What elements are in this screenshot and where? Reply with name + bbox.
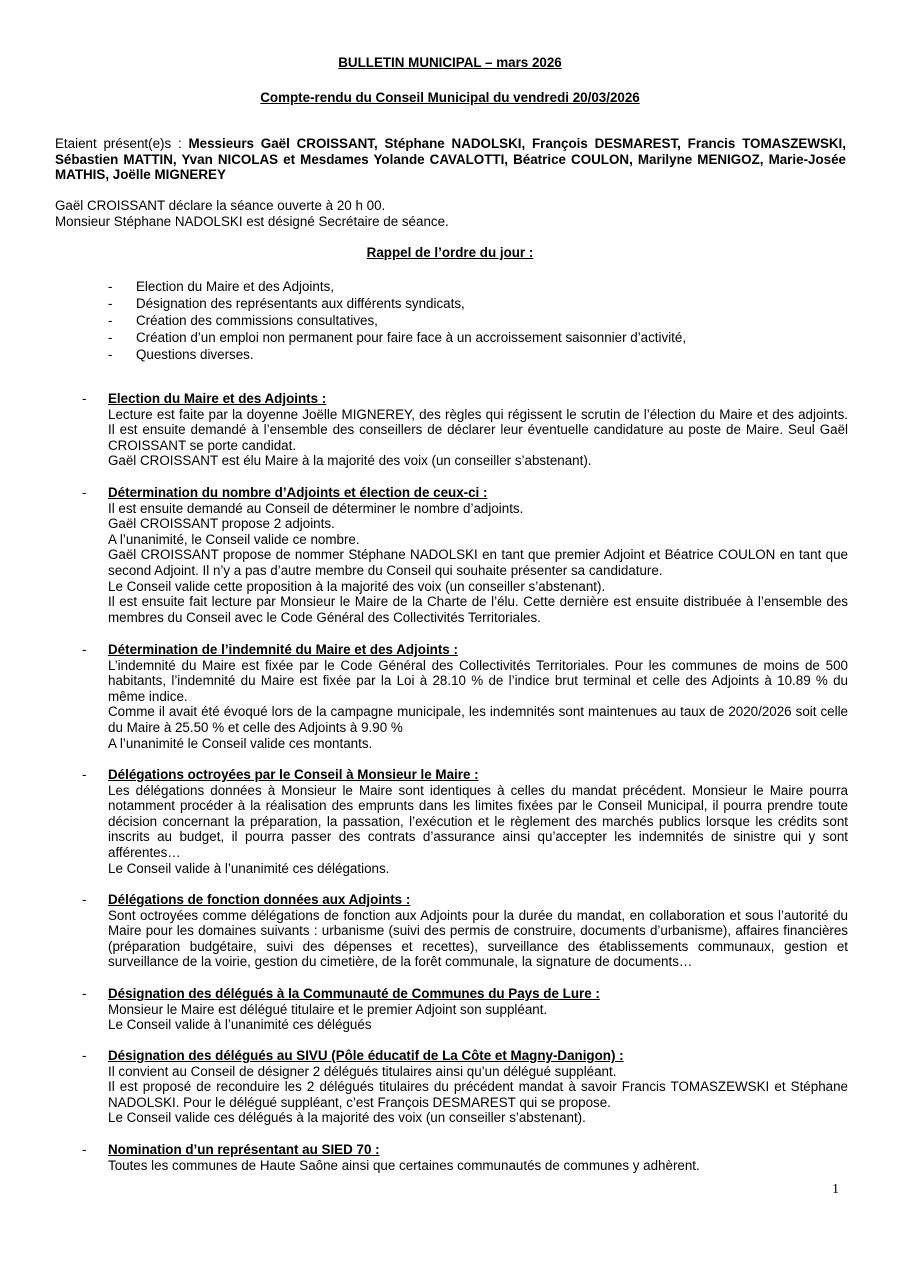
page-number: 1 [832,1182,839,1197]
section-heading: Détermination de l’indemnité du Maire et des Adjoints : [108,642,458,657]
opening-line: Gaël CROISSANT déclare la séance ouverte à 20 h 00. [55,198,386,213]
section-heading: Nomination d’un représentant au SIED 70 : [108,1142,380,1157]
section-paragraph: Le Conseil valide à l’unanimité ces délégations. [108,860,390,876]
section-paragraph: A l’unanimité le Conseil valide ces montants. [108,735,373,751]
agenda-item: - Questions diverses. [108,347,848,364]
section-paragraph: Lecture est faite par la doyenne Joëlle MIGNEREY, des règles qui régissent le scrutin de l’élection du Maire et des adjoints. Il est ensuite demandé à l’ensemble des conseillers de déclarer leur éventuelle candidature au poste de Maire. Seul Gaël CROISSANT se porte candidat. [108,406,848,453]
agenda-title: Rappel de l’ordre du jour : [366,245,534,260]
section-paragraph: Il est ensuite fait lecture par Monsieur le Maire de la Charte de l’élu. Cette dernière est ensuite distribuée à l’ensemble des membres du Conseil avec le Code Général des Collectivités Territoriales. [108,594,848,625]
opening-block [55,198,846,229]
secretary-line: Monsieur Stéphane NADOLSKI est désigné Secrétaire de séance. [55,213,449,229]
section-heading: Désignation des délégués au SIVU (Pôle éducatif de La Côte et Magny-Danigon) : [108,1048,624,1063]
meeting-subtitle: Compte-rendu du Conseil Municipal du vendredi 20/03/2026 [260,90,640,105]
section-election-maire: - Election du Maire et des Adjoints : Lecture est faite par la doyenne Joëlle MIGNEREY, des règles qui régissent le scrutin de l’élection du Maire et des adjoints. Il est ensuite demandé à l’ensemble des conseillers de déclarer leur éventuelle candidature au poste de Maire. Seul Gaël CROISSANT se porte candidat. Gaël CROISSANT est élu Maire à la majorité des voix (un conseiller s’abstenant). [82,391,848,469]
bulletin-title: BULLETIN MUNICIPAL – mars 2026 [338,55,562,70]
section-heading: Désignation des délégués à la Communauté de Communes du Pays de Lure : [108,986,600,1001]
section-delegues-ccpl: - Désignation des délégués à la Communauté de Communes du Pays de Lure : Monsieur le Maire est délégué titulaire et le premier Adjoint son suppléant. Le Conseil valide à l’unanimité ces délégués [82,986,848,1033]
section-paragraph: Le Conseil valide cette proposition à la majorité des voix (un conseiller s’abstenant). [108,578,606,594]
section-heading: Délégations de fonction données aux Adjoints : [108,892,411,907]
section-paragraph: Il est proposé de reconduire les 2 délégués titulaires du précédent mandat à savoir Francis TOMASZEWSKI et Stéphane NADOLSKI. Pour le délégué suppléant, c’est François DESMAREST qui se propose. [108,1079,848,1110]
section-paragraph: Le Conseil valide à l’unanimité ces délégués [108,1017,372,1033]
section-paragraph: L’indemnité du Maire est fixée par le Code Général des Collectivités Territoriales. Pour les communes de moins de 500 habitants, l’indemnité du Maire est fixée par la Loi à 28.10 % de l’indice brut terminal et celle des Adjoints à 10.89 % du même indice. [108,657,848,704]
section-delegations-adjoints: - Délégations de fonction données aux Adjoints : Sont octroyées comme délégations de fonction aux Adjoints pour la durée du mandat, en collaboration et sous l’autorité du Maire pour les domaines suivants : urbanisme (suivi des permis de construire, documents d’urbanisme), affaires financières (préparation budgétaire, suivi des dépenses et recettes), surveillance des établissements communaux, gestion et surveillance de la voirie, gestion du cimetière, de la forêt communale, la signature de documents… [82,892,848,970]
section-paragraph: Le Conseil valide ces délégués à la majorité des voix (un conseiller s’abstenant). [108,1110,586,1126]
section-sied70: - Nomination d’un représentant au SIED 70 : Toutes les communes de Haute Saône ainsi que certaines communautés de communes y adhèrent. [82,1142,848,1173]
section-delegues-sivu: - Désignation des délégués au SIVU (Pôle éducatif de La Côte et Magny-Danigon) : Il convient au Conseil de désigner 2 délégués titulaires ainsi qu’un délégué suppléant. Il est proposé de reconduire les 2 délégués titulaires du précédent mandat à savoir Francis TOMASZEWSKI et Stéphane NADOLSKI. Pour le délégué suppléant, c’est François DESMAREST qui se propose. Le Conseil valide ces délégués à la majorité des voix (un conseiller s’abstenant). [82,1048,848,1126]
section-paragraph: Les délégations données à Monsieur le Maire sont identiques à celles du mandat précédent. Monsieur le Maire pourra notamment procéder à la réalisation des emprunts dans les limites fixées par le Conseil Municipal, il pourra prendre toute décision concernant la préparation, la passation, l’exécution et le règlement des marchés publics lorsque les crédits sont inscrits au budget, il pourra passer des contrats d’assurance ainsi qu’accepter les indemnités de sinistre qui y sont afférentes… [108,782,848,860]
section-paragraph: Il convient au Conseil de désigner 2 délégués titulaires ainsi qu’un délégué suppléant. [108,1063,617,1079]
section-paragraph: Il est ensuite demandé au Conseil de déterminer le nombre d’adjoints. [108,500,524,516]
section-paragraph: A l’unanimité, le Conseil valide ce nombre. [108,531,360,547]
attendance-names: Messieurs Gaël CROISSANT, Stéphane NADOLSKI, François DESMAREST, Francis TOMASZEWSKI, Sébastien MATTIN, Yvan NICOLAS et Mesdames Yolande CAVALOTTI, Béatrice COULON, Marilyne MENIGOZ, Marie-Josée MATHIS, Joëlle MIGNEREY [55,136,846,183]
section-paragraph: Toutes les communes de Haute Saône ainsi que certaines communautés de communes y adhèrent. [108,1157,700,1173]
section-heading: Délégations octroyées par le Conseil à Monsieur le Maire : [108,767,479,782]
section-indemnite: - Détermination de l’indemnité du Maire et des Adjoints : L’indemnité du Maire est fixée par le Code Général des Collectivités Territoriales. Pour les communes de moins de 500 habitants, l’indemnité du Maire est fixée par la Loi à 28.10 % de l’indice brut terminal et celle des Adjoints à 10.89 % du même indice. Comme il avait été évoqué lors de la campagne municipale, les indemnités sont maintenues au taux de 2020/2026 soit celle du Maire à 25.50 % et celle des Adjoints à 9.90 % A l’unanimité le Conseil valide ces montants. [82,642,848,751]
section-delegations-maire: - Délégations octroyées par le Conseil à Monsieur le Maire : Les délégations données à Monsieur le Maire sont identiques à celles du mandat précédent. Monsieur le Maire pourra notamment procéder à la réalisation des emprunts dans les limites fixées par le Conseil Municipal, il pourra prendre toute décision concernant la préparation, la passation, l’exécution et le règlement des marchés publics lorsque les crédits sont inscrits au budget, il pourra passer des contrats d’assurance ainsi qu’accepter les indemnités de sinistre qui y sont afférentes… Le Conseil valide à l’unanimité ces délégations. [82,767,848,876]
agenda-list [108,279,848,364]
attendance-paragraph [55,136,846,183]
section-paragraph: Monsieur le Maire est délégué titulaire et le premier Adjoint son suppléant. [108,1001,548,1017]
agenda-item: - Création d’un emploi non permanent pour faire face à un accroissement saisonnier d’activité, [108,330,848,347]
section-nombre-adjoints: - Détermination du nombre d’Adjoints et élection de ceux-ci : Il est ensuite demandé au Conseil de déterminer le nombre d’adjoints. Gaël CROISSANT propose 2 adjoints. A l’unanimité, le Conseil valide ce nombre. Gaël CROISSANT propose de nommer Stéphane NADOLSKI en tant que premier Adjoint et Béatrice COULON en tant que second Adjoint. Il n’y a pas d’autre membre du Conseil qui souhaite présenter sa candidature. Le Conseil valide cette proposition à la majorité des voix (un conseiller s’abstenant). Il est ensuite fait lecture par Monsieur le Maire de la Charte de l’élu. Cette dernière est ensuite distribuée à l’ensemble des membres du Conseil avec le Code Général des Collectivités Territoriales. [82,485,848,625]
section-heading: Détermination du nombre d’Adjoints et élection de ceux-ci : [108,485,488,500]
section-paragraph: Comme il avait été évoqué lors de la campagne municipale, les indemnités sont maintenues au taux de 2020/2026 soit celle du Maire à 25.50 % et celle des Adjoints à 9.90 % [108,704,848,735]
agenda-item: - Création des commissions consultatives, [108,313,848,330]
agenda-item: - Election du Maire et des Adjoints, [108,279,848,296]
agenda-item: - Désignation des représentants aux différents syndicats, [108,296,848,313]
attendance-prefix: Etaient présent(e)s : [55,136,189,151]
section-heading: Election du Maire et des Adjoints : [108,391,327,406]
section-paragraph: Gaël CROISSANT propose de nommer Stéphane NADOLSKI en tant que premier Adjoint et Béatrice COULON en tant que second Adjoint. Il n’y a pas d’autre membre du Conseil qui souhaite présenter sa candidature. [108,547,848,578]
section-paragraph: Gaël CROISSANT est élu Maire à la majorité des voix (un conseiller s’abstenant). [108,453,592,469]
section-paragraph: Gaël CROISSANT propose 2 adjoints. [108,516,335,532]
section-paragraph: Sont octroyées comme délégations de fonction aux Adjoints pour la durée du mandat, en collaboration et sous l’autorité du Maire pour les domaines suivants : urbanisme (suivi des permis de construire, documents d’urbanisme), affaires financières (préparation budgétaire, suivi des dépenses et recettes), surveillance des établissements communaux, gestion et surveillance de la voirie, gestion du cimetière, de la forêt communale, la signature de documents… [108,907,848,970]
